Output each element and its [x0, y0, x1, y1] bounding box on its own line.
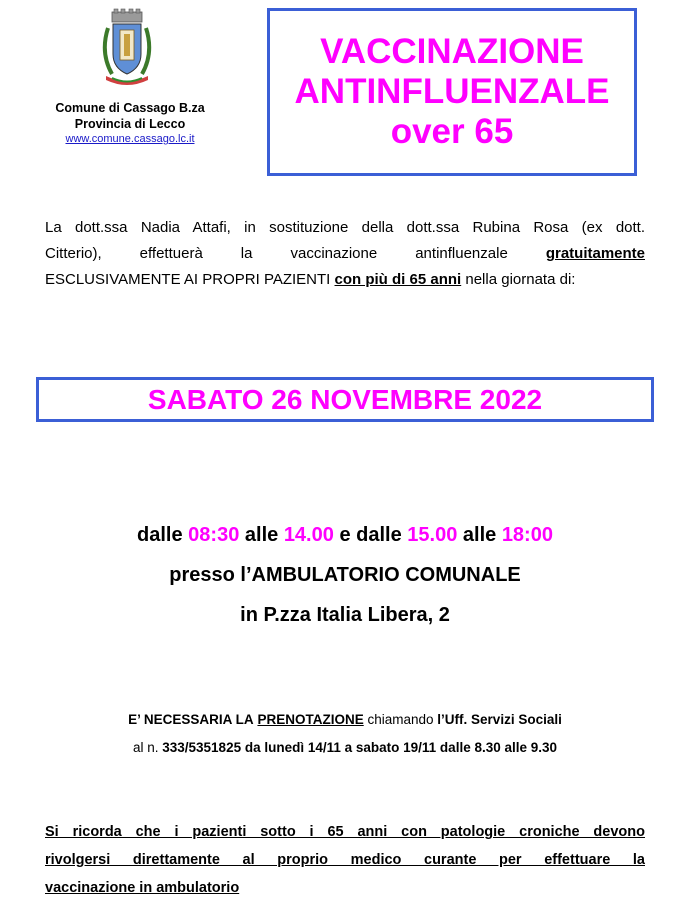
location-line: presso l’AMBULATORIO COMUNALE — [169, 564, 521, 586]
title-box — [267, 8, 637, 176]
title-line-1: VACCINAZIONE — [320, 32, 584, 71]
province-name: Provincia di Lecco — [74, 117, 186, 131]
intro-line-3-text: ESCLUSIVAMENTE AI PROPRI PAZIENTI — [45, 271, 331, 288]
vaccination-date: SABATO 26 NOVEMBRE 2022 — [147, 383, 543, 415]
note-line-3: vaccinazione in ambulatorio — [45, 880, 240, 896]
free-emphasis: gratuitamente — [545, 245, 645, 262]
booking-line-2 — [0, 734, 690, 762]
municipality-block — [30, 100, 230, 146]
booking-phone-schedule: 333/5351825 da lunedì 14/11 a sabato 19/11 dalle 8.30 alle 9.30 — [162, 740, 558, 755]
title-line-3: over 65 — [390, 112, 514, 151]
time-end-1: 14.00 — [283, 524, 334, 546]
age-emphasis: con più di 65 anni — [334, 271, 462, 288]
hours-word: alle — [462, 524, 497, 546]
time-start-1: 08:30 — [188, 524, 240, 546]
time-end-2: 18:00 — [501, 524, 553, 546]
intro-paragraph — [45, 215, 645, 293]
booking-word: PRENOTAZIONE — [257, 712, 364, 727]
note-line-2: rivolgersi direttamente al proprio medico curante per effettuare la — [45, 852, 645, 868]
booking-info — [0, 706, 690, 762]
time-start-2: 15.00 — [407, 524, 458, 546]
note-line-1: Si ricorda che i pazienti sotto i 65 anni con patologie croniche devono — [45, 824, 645, 840]
hours-word: dalle — [137, 524, 183, 546]
address-line: in P.zza Italia Libera, 2 — [240, 604, 450, 626]
booking-required: E’ NECESSARIA LA — [128, 712, 254, 727]
title-line-2: ANTINFLUENZALE — [294, 72, 610, 111]
reminder-note — [45, 818, 645, 902]
hours-word: alle — [244, 524, 279, 546]
municipality-name: Comune di Cassago B.za — [55, 101, 205, 115]
booking-line-1 — [0, 706, 690, 734]
municipal-crest-icon — [98, 8, 156, 88]
intro-line-1: La dott.ssa Nadia Attafi, in sostituzione della dott.ssa Rubina Rosa (ex dott. — [45, 219, 645, 236]
date-box — [36, 377, 654, 422]
intro-line-3 — [45, 267, 645, 293]
hours-word: e dalle — [339, 524, 402, 546]
hours-block — [0, 515, 690, 635]
hours-line — [0, 515, 690, 555]
social-services-office: l’Uff. Servizi Sociali — [437, 712, 562, 727]
website-link[interactable]: www.comune.cassago.lc.it — [65, 133, 195, 145]
intro-line-3-end: nella giornata di: — [465, 271, 576, 288]
booking-number-prefix: al n. — [132, 740, 159, 755]
intro-line-2-text: Citterio), effettuerà la vaccinazione antinfluenzale — [45, 245, 508, 262]
intro-line-2 — [45, 241, 645, 267]
booking-calling: chiamando — [367, 712, 434, 727]
